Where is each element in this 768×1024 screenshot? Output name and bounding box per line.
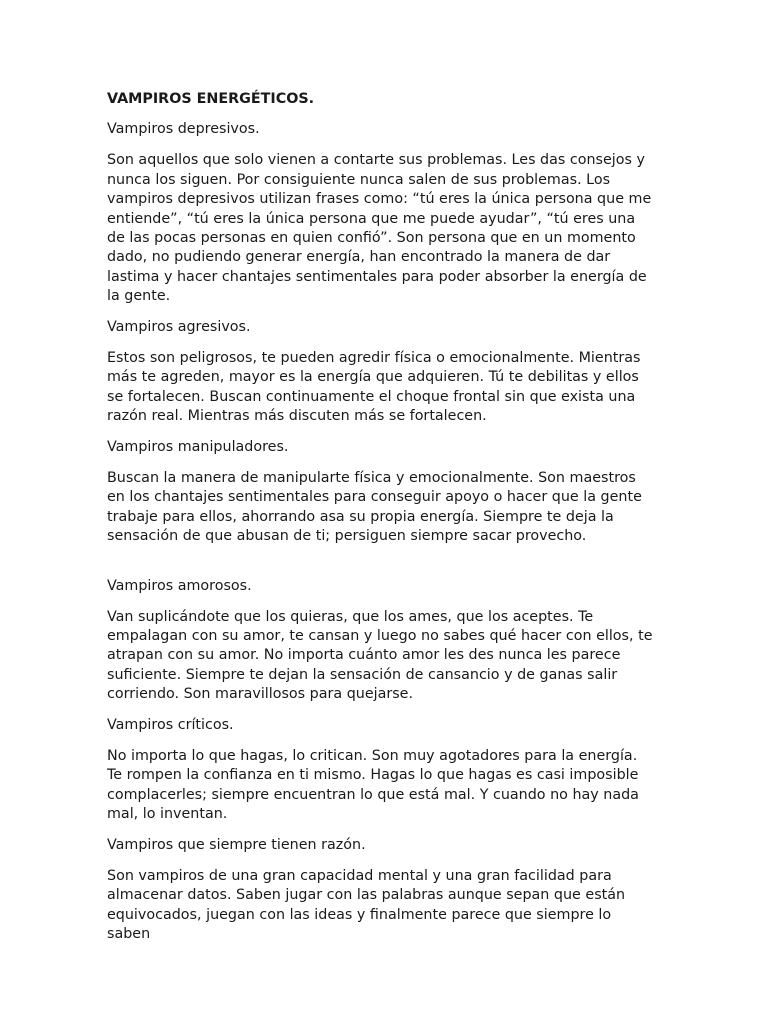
section-body-razon: Son vampiros de una gran capacidad mental y una gran facilidad para almacenar datos. Saben jugar con las palabras aunque sepan que están equivocados, juegan con las ideas y finalmente parece que siempre lo saben — [107, 868, 626, 943]
document-body — [107, 90, 655, 956]
section-body-criticos: No importa lo que hagas, lo critican. Son muy agotadores para la energía. Te rompen la confianza en ti mismo. Hagas lo que hagas es casi imposible complacerles; siempre encuentran lo que está mal. Y cuando no hay nada mal, lo inventan. — [107, 747, 639, 823]
section-heading-depresivos: Vampiros depresivos. — [107, 121, 260, 138]
section-heading-criticos: Vampiros críticos. — [107, 717, 234, 734]
section-body-amorosos: Van suplicándote que los quieras, que los ames, que los aceptes. Te empalagan con su amor, te cansan y luego no sabes qué hacer con ellos, te atrapan con su amor. No importa cuánto amor les des nunca les parece suficiente. Siempre te dejan la sensación de cansancio y de ganas salir corriendo. Son maravillosos para quejarse. — [107, 608, 653, 703]
section-body-agresivos: Estos son peligrosos, te pueden agredir física o emocionalmente. Mientras más te agreden, mayor es la energía que adquieren. Tú te debilitas y ellos se fortalecen. Buscan continuamente el choque frontal sin que exista una razón real. Mientras más discuten más se fortalecen. — [107, 349, 641, 425]
section-body-manipuladores: Buscan la manera de manipularte física y emocionalmente. Son maestros en los chantajes sentimentales para conseguir apoyo o hacer que la gente trabaje para ellos, ahorrando asa su propia energía. Siempre te deja la sensación de que abusan de ti; persiguen siempre sacar provecho. — [107, 470, 642, 545]
section-body-depresivos: Son aquellos que solo vienen a contarte sus problemas. Les das consejos y nunca los siguen. Por consiguiente nunca salen de sus problemas. Los vampiros depresivos utilizan frases como: “tú eres la única persona que me entiende”, “tú eres la única persona que me puede ayudar”, “tú eres una de las pocas personas en quien confió”. Son persona que en un momento dado, no pudiendo generar energía, han encontrado la manera de dar lastima y hacer chantajes sentimentales para poder absorber la energía de la gente. — [107, 152, 652, 305]
section-heading-manipuladores: Vampiros manipuladores. — [107, 439, 289, 456]
section-heading-agresivos: Vampiros agresivos. — [107, 319, 251, 336]
section-heading-amorosos: Vampiros amorosos. — [107, 577, 252, 594]
section-heading-razon: Vampiros que siempre tienen razón. — [107, 837, 366, 854]
document-title: VAMPIROS ENERGÉTICOS. — [107, 91, 315, 107]
